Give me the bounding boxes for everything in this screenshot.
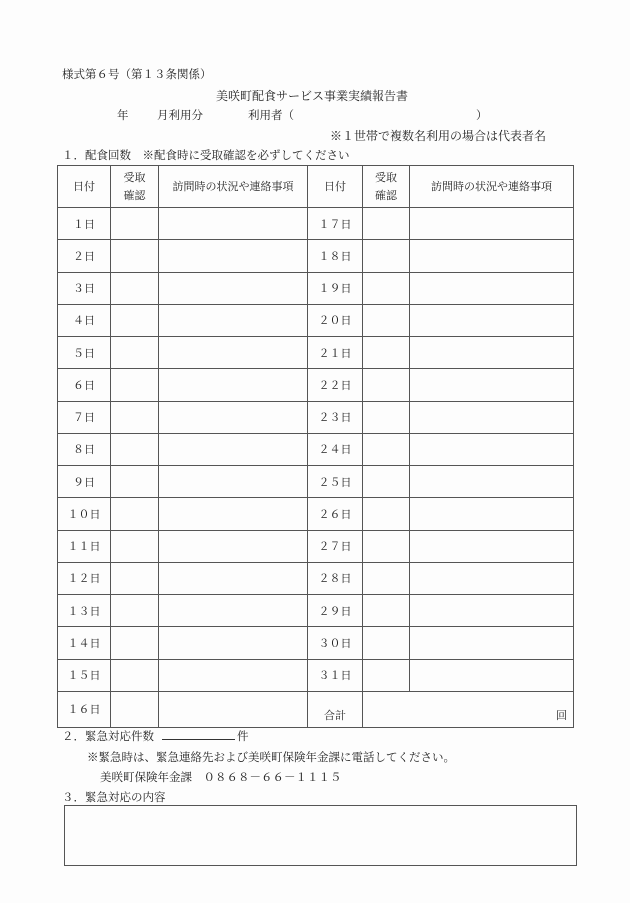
col-notes-2: 訪問時の状況や連絡事項: [410, 166, 574, 208]
day-cell: ２日: [58, 240, 111, 272]
page-title: 美咲町配食サービス事業実績報告書: [216, 89, 409, 103]
user-note: ※１世帯で複数名利用の場合は代表者名: [330, 129, 547, 143]
day-cell: ２０日: [308, 304, 363, 336]
notes-cell[interactable]: [159, 401, 308, 433]
receipt-check-cell[interactable]: [363, 401, 410, 433]
section1-title: １．配食回数 ※配食時に受取確認を必ずしてください: [62, 148, 350, 162]
receipt-check-cell[interactable]: [363, 240, 410, 272]
year-label: 年: [117, 108, 129, 122]
notes-cell[interactable]: [159, 466, 308, 498]
notes-cell[interactable]: [159, 530, 308, 562]
day-cell: ２４日: [308, 433, 363, 465]
receipt-check-cell[interactable]: [111, 691, 159, 727]
notes-cell[interactable]: [159, 304, 308, 336]
receipt-check-cell[interactable]: [111, 562, 159, 594]
notes-cell[interactable]: [159, 208, 308, 240]
table-row: [58, 498, 574, 530]
receipt-check-cell[interactable]: [111, 208, 159, 240]
day-cell: ９日: [58, 466, 111, 498]
notes-cell[interactable]: [410, 627, 574, 659]
day-cell: ２９日: [308, 595, 363, 627]
day-cell: １８日: [308, 240, 363, 272]
notes-cell[interactable]: [410, 369, 574, 401]
table-row: [58, 562, 574, 594]
receipt-check-cell[interactable]: [111, 659, 159, 691]
notes-cell[interactable]: [410, 562, 574, 594]
total-value-cell[interactable]: 回: [363, 691, 574, 727]
receipt-check-cell[interactable]: [111, 466, 159, 498]
notes-cell[interactable]: [410, 240, 574, 272]
receipt-check-cell[interactable]: [111, 240, 159, 272]
notes-cell[interactable]: [159, 433, 308, 465]
notes-cell[interactable]: [159, 562, 308, 594]
total-label: 合計: [308, 691, 363, 727]
day-cell: １１日: [58, 530, 111, 562]
day-cell: ２５日: [308, 466, 363, 498]
user-label: 利用者（: [248, 108, 294, 122]
delivery-table: [57, 165, 574, 728]
table-row: [58, 595, 574, 627]
contact-phone: 美咲町保険年金課 ０８６８－６６－１１１５: [100, 770, 342, 784]
notes-cell[interactable]: [410, 401, 574, 433]
receipt-check-cell[interactable]: [111, 595, 159, 627]
notes-cell[interactable]: [410, 304, 574, 336]
col-date-2: 日付: [308, 166, 363, 208]
day-cell: １日: [58, 208, 111, 240]
user-name-field[interactable]: [322, 104, 472, 120]
notes-cell[interactable]: [410, 530, 574, 562]
day-cell: ２３日: [308, 401, 363, 433]
receipt-check-cell[interactable]: [363, 498, 410, 530]
receipt-check-cell[interactable]: [111, 304, 159, 336]
table-row: [58, 530, 574, 562]
notes-cell[interactable]: [410, 433, 574, 465]
notes-cell[interactable]: [410, 659, 574, 691]
notes-cell[interactable]: [410, 466, 574, 498]
table-row: [58, 433, 574, 465]
receipt-check-cell[interactable]: [111, 498, 159, 530]
notes-cell[interactable]: [159, 595, 308, 627]
day-cell: ２６日: [308, 498, 363, 530]
receipt-check-cell[interactable]: [363, 562, 410, 594]
notes-cell[interactable]: [159, 337, 308, 369]
receipt-check-cell[interactable]: [111, 530, 159, 562]
table-header: [58, 166, 574, 208]
day-cell: １６日: [58, 691, 111, 727]
col-notes: 訪問時の状況や連絡事項: [159, 166, 308, 208]
receipt-check-cell[interactable]: [111, 272, 159, 304]
notes-cell[interactable]: [410, 272, 574, 304]
table-row: [58, 466, 574, 498]
day-cell: ８日: [58, 433, 111, 465]
notes-cell[interactable]: [159, 498, 308, 530]
month-label: 月利用分: [157, 108, 203, 122]
day-cell: ２１日: [308, 337, 363, 369]
receipt-check-cell[interactable]: [363, 659, 410, 691]
receipt-check-cell[interactable]: [363, 304, 410, 336]
receipt-check-cell[interactable]: [111, 369, 159, 401]
table-row: [58, 272, 574, 304]
receipt-check-cell[interactable]: [363, 337, 410, 369]
emergency-count-field[interactable]: [162, 727, 235, 740]
day-cell: ２８日: [308, 562, 363, 594]
notes-cell[interactable]: [410, 595, 574, 627]
table-row: [58, 659, 574, 691]
table-row: [58, 304, 574, 336]
receipt-check-cell[interactable]: [363, 272, 410, 304]
col-receipt: 受取 確認: [111, 166, 159, 208]
day-cell: ６日: [58, 369, 111, 401]
user-label-close: ）: [476, 108, 488, 122]
day-cell: ２２日: [308, 369, 363, 401]
receipt-check-cell[interactable]: [111, 337, 159, 369]
day-cell: １２日: [58, 562, 111, 594]
table-row: [58, 208, 574, 240]
day-cell: ７日: [58, 401, 111, 433]
receipt-check-cell[interactable]: [363, 466, 410, 498]
receipt-check-cell[interactable]: [363, 433, 410, 465]
table-row: [58, 337, 574, 369]
day-cell: １３日: [58, 595, 111, 627]
day-cell: １５日: [58, 659, 111, 691]
notes-cell[interactable]: [159, 240, 308, 272]
table-row: [58, 401, 574, 433]
receipt-check-cell[interactable]: [363, 627, 410, 659]
notes-cell[interactable]: [159, 659, 308, 691]
day-cell: ２７日: [308, 530, 363, 562]
day-cell: １４日: [58, 627, 111, 659]
table-row: [58, 691, 574, 727]
notes-cell[interactable]: [410, 498, 574, 530]
section2-title: ２．緊急対応件数 件: [62, 729, 249, 743]
day-cell: ３日: [58, 272, 111, 304]
emergency-content-box[interactable]: [64, 805, 577, 866]
receipt-check-cell[interactable]: [111, 433, 159, 465]
table-row: [58, 627, 574, 659]
receipt-check-cell[interactable]: [111, 401, 159, 433]
notes-cell[interactable]: [410, 337, 574, 369]
notes-cell[interactable]: [159, 627, 308, 659]
notes-cell[interactable]: [159, 691, 308, 727]
col-receipt-2: 受取 確認: [363, 166, 410, 208]
day-cell: ３１日: [308, 659, 363, 691]
day-cell: １０日: [58, 498, 111, 530]
receipt-check-cell[interactable]: [363, 530, 410, 562]
receipt-check-cell[interactable]: [111, 627, 159, 659]
notes-cell[interactable]: [410, 208, 574, 240]
receipt-check-cell[interactable]: [363, 208, 410, 240]
day-cell: １７日: [308, 208, 363, 240]
table-row: [58, 240, 574, 272]
notes-cell[interactable]: [159, 369, 308, 401]
receipt-check-cell[interactable]: [363, 369, 410, 401]
day-cell: ３０日: [308, 627, 363, 659]
section3-title: ３．緊急対応の内容: [62, 790, 166, 804]
day-cell: ５日: [58, 337, 111, 369]
day-cell: ４日: [58, 304, 111, 336]
receipt-check-cell[interactable]: [363, 595, 410, 627]
emergency-note: ※緊急時は、緊急連絡先および美咲町保険年金課に電話してください。: [87, 750, 455, 764]
notes-cell[interactable]: [159, 272, 308, 304]
day-cell: １９日: [308, 272, 363, 304]
form-number: 様式第６号（第１３条関係）: [62, 67, 212, 81]
col-date: 日付: [58, 166, 111, 208]
table-row: [58, 369, 574, 401]
